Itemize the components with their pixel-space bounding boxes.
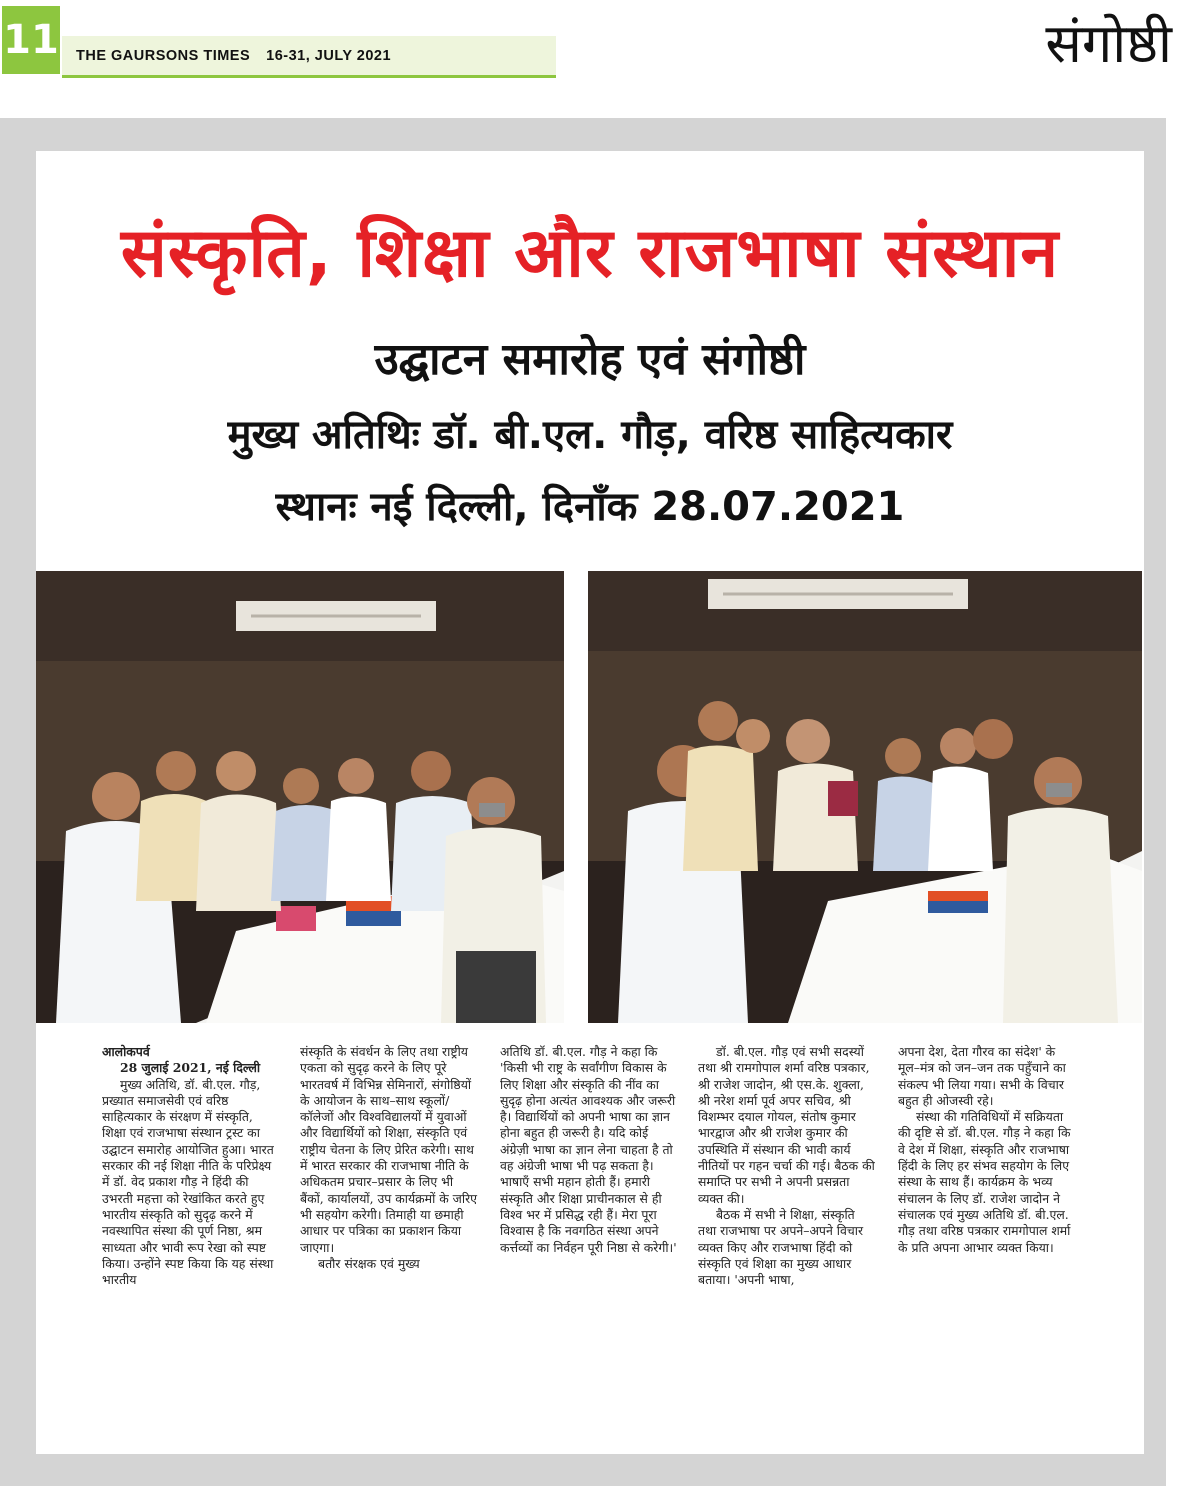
article-paragraph: बैठक में सभी ने शिक्षा, संस्कृति तथा राजभाषा पर अपने–अपने विचार व्यक्त किए और राजभाषा हिंदी को संस्कृति एवं शिक्षा का मुख्य आधार बताया। 'अपनी भाषा,	[698, 1206, 864, 1288]
article-paragraph: मुख्य अतिथि, डॉ. बी.एल. गौड़, प्रख्यात समाजसेवी एवं वरिष्ठ साहित्यकार के संरक्षण में संस्कृति, शिक्षा एवं राजभाषा संस्थान ट्रस्ट का उद्घाटन समारोह आयोजित हुआ। भारत सरकार की नई शिक्षा नीति के परिप्रेक्ष्य में डॉ. वेद प्रकाश गौड़ ने हिंदी की उभरती महत्ता को रेखांकित करते हुए भारतीय संस्कृति को सुदृढ़ करने में नवस्थापित संस्था की पूर्ण निष्ठा, श्रम साध्यता और भावी रूप रेखा को स्पष्ट किया। उन्होंने स्पष्ट किया कि यह संस्था भारतीय	[102, 1076, 274, 1288]
subheadline: उद्घाटन समारोह एवं संगोष्ठी	[374, 334, 806, 385]
page-number-badge: 11	[2, 6, 60, 74]
article-paragraph: संस्था की गतिविधियों में सक्रियता की दृष्टि से डॉ. बी.एल. गौड़ ने कहा कि वे देश में शिक्षा, संस्कृति और राजभाषा हिंदी के लिए हर संभव सहयोग के लिए संस्था के साथ हैं। कार्यक्रम के भव्य संचालन के लिए डॉ. राजेश जादोन ने संचालक एवं मुख्य अतिथि डॉ. बी.एल. गौड़ तथा वरिष्ठ पत्रकार रामगोपाल शर्मा के प्रति अपना आभार व्यक्त किया।	[898, 1109, 1071, 1255]
event-photo-2	[588, 571, 1142, 1023]
venue-date-line: स्थानः नई दिल्ली, दिनाँक 28.07.2021	[275, 484, 905, 530]
article-paragraph: अतिथि डॉ. बी.एल. गौड़ ने कहा कि 'किसी भी राष्ट्र के सर्वांगीण विकास के लिए शिक्षा और संस्कृति की नींव का सुदृढ़ होना अत्यंत आवश्यक और जरूरी है। विद्यार्थियों को अपनी भाषा का ज्ञान होना बहुत ही जरूरी है। यदि कोई अंग्रेज़ी भाषा का ज्ञान लेना चाहता है तो वह अंग्रेजी भाषा भी पढ़ सकता है। भाषाएँ सभी महान होती हैं। हमारी संस्कृति और शिक्षा प्राचीनकाल से ही विश्व भर में प्रसिद्ध रही हैं। मेरा पूरा विश्वास है कि नवगठित संस्था अपने कर्त्तव्यों का निर्वहन पूरी निष्ठा से करेगी।'	[500, 1044, 677, 1255]
article-panel	[36, 151, 1144, 1454]
masthead-bar	[62, 36, 556, 78]
issue-date: 16-31, JULY 2021	[266, 47, 392, 64]
article-column-4	[698, 1044, 876, 1288]
section-title: संगोष्ठी	[1045, 12, 1172, 75]
article-column-3	[500, 1044, 678, 1256]
publication-name: THE GAURSONS TIMES	[76, 47, 251, 64]
article-paragraph: संस्कृति के संवर्धन के लिए तथा राष्ट्रीय एकता को सुदृढ़ करने के लिए पूरे भारतवर्ष में विभिन्न सेमिनारों, संगोष्ठियों के आयोजन के साथ–साथ स्कूलों/कॉलेजों और विश्वविद्यालयों में युवाओं और विद्यार्थियों को शिक्षा, संस्कृति एवं राष्ट्रीय चेतना के लिए प्रेरित करेगी। साथ में भारत सरकार की राजभाषा नीति के अधिकतम प्रचार–प्रसार के लिए भी बैंकों, कार्यालयों, उप कार्यक्रमों के जरिए भी सहयोग करेगी। तिमाही या छमाही आधार पर पत्रिका का प्रकाशन किया जाएगा।	[300, 1044, 478, 1255]
article-paragraph: डॉ. बी.एल. गौड़ एवं सभी सदस्यों तथा श्री रामगोपाल शर्मा वरिष्ठ पत्रकार, श्री राजेश जादोन, श्री एस.के. शुक्ला, श्री नरेश शर्मा पूर्व अपर सचिव, श्री विशम्भर दयाल गोयल, संतोष कुमार भारद्वाज और श्री राजेश कुमार की उपस्थिति में संस्थान की भावी कार्य नीतियों पर गहन चर्चा की गई। बैठक की समाप्ति पर सभी ने अपनी प्रसन्नता व्यक्त की।	[698, 1044, 875, 1206]
article-paragraph: बतौर संरक्षक एवं मुख्य	[318, 1255, 420, 1271]
article-column-2	[300, 1044, 478, 1272]
dateline: 28 जुलाई 2021, नई दिल्ली	[120, 1060, 261, 1076]
article-paragraph: अपना देश, देता गौरव का संदेश' के मूल–मंत्र को जन–जन तक पहुँचाने का संकल्प भी लिया गया। सभी के विचार बहुत ही ओजस्वी रहे।	[898, 1044, 1066, 1108]
article-column-5	[898, 1044, 1076, 1256]
event-photo-1	[36, 571, 564, 1023]
chief-guest-line: मुख्य अतिथिः डॉ. बी.एल. गौड़, वरिष्ठ साहित्यकार	[227, 412, 953, 458]
headline: संस्कृति, शिक्षा और राजभाषा संस्थान	[120, 214, 1060, 293]
article-column-1	[102, 1044, 280, 1288]
byline: आलोकपर्व	[102, 1044, 150, 1059]
